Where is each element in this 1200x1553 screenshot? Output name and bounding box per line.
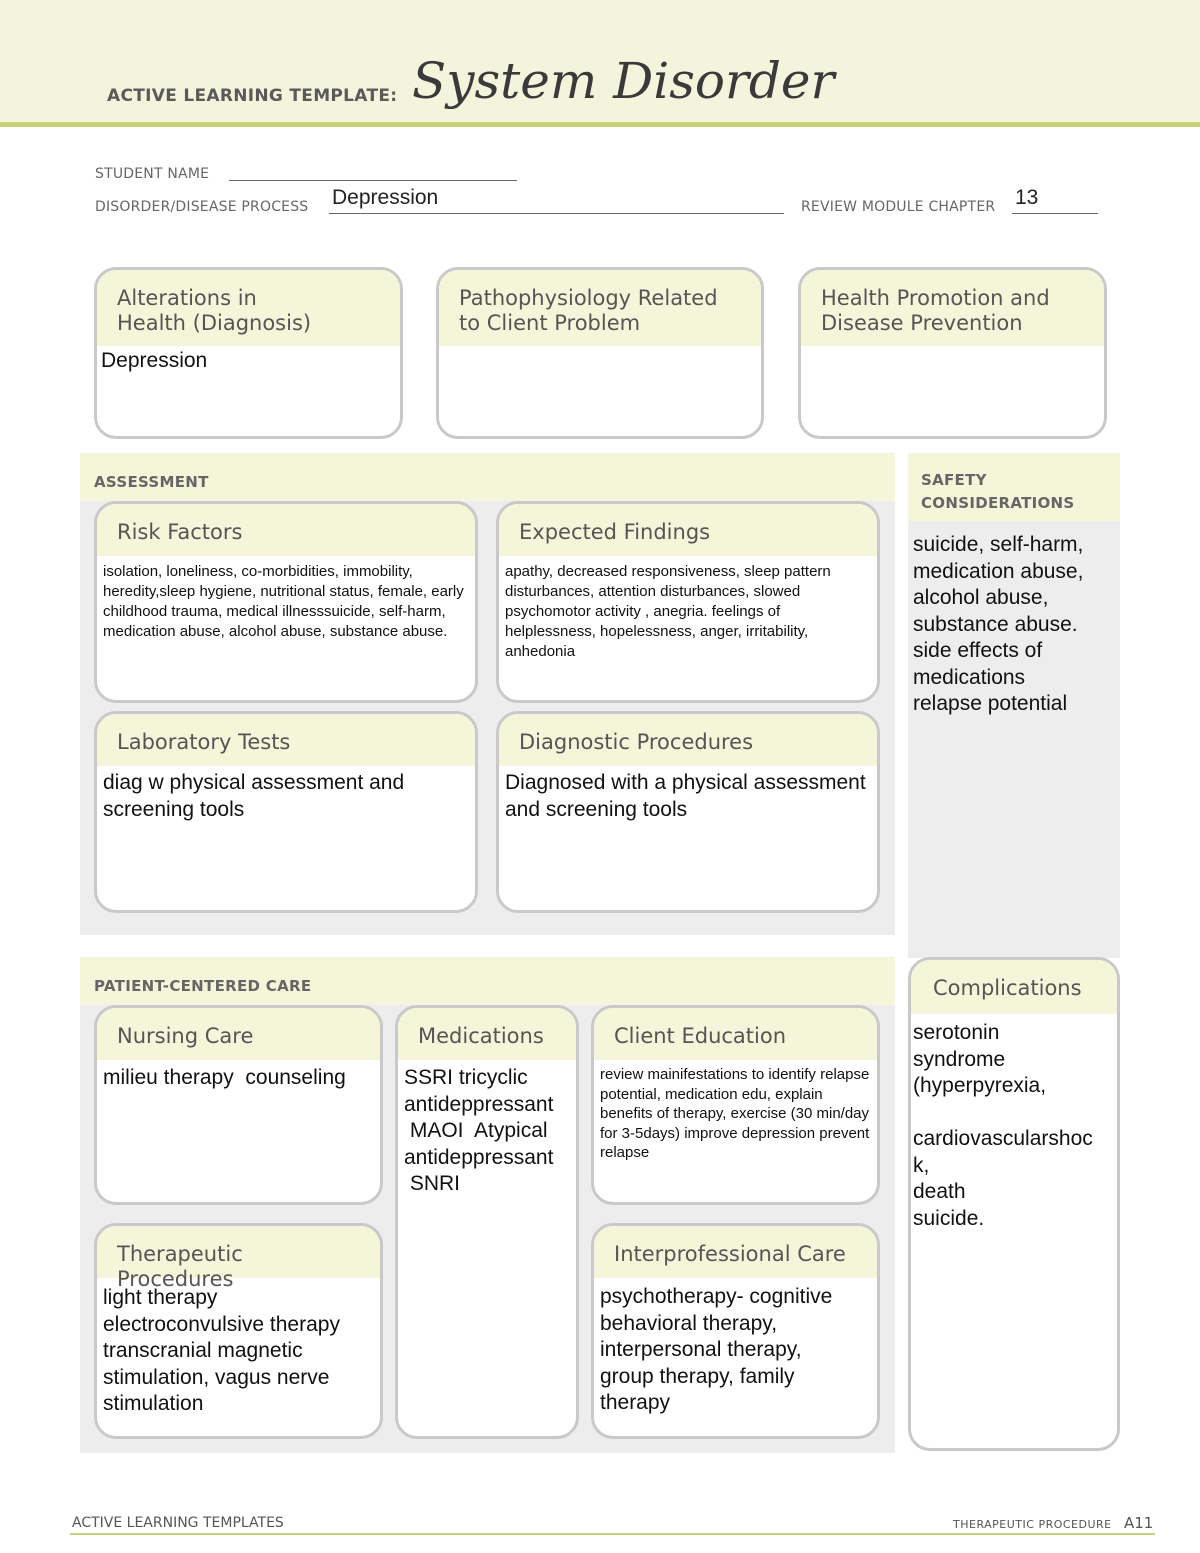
medications-box	[395, 1005, 579, 1439]
chapter-line[interactable]	[1012, 213, 1098, 214]
therapeutic-procedures-box	[94, 1223, 383, 1439]
chapter-value[interactable]: 13	[1015, 186, 1039, 209]
nursing-care-title: Nursing Care	[97, 1008, 380, 1060]
therapeutic-procedures-title: Therapeutic Procedures	[97, 1226, 380, 1278]
expected-findings-title: Expected Findings	[499, 504, 877, 556]
safety-content[interactable]: suicide, self-harm, medication abuse, alcohol abuse, substance abuse. side effects of medications relapse potential	[913, 533, 1084, 715]
disorder-label: DISORDER/DISEASE PROCESS	[95, 199, 309, 215]
safety-title: SAFETY CONSIDERATIONS	[908, 453, 1120, 521]
student-name-line[interactable]	[229, 180, 517, 181]
header-divider	[0, 122, 1200, 127]
diagnostic-procedures-content[interactable]: Diagnosed with a physical assessment and screening tools	[505, 771, 866, 821]
complications-box	[908, 957, 1120, 1451]
client-education-content[interactable]: review mainifestations to identify relapse potential, medication edu, explain benefits of therapy, exercise (30 min/day for 3-5days) improve depression prevent relapse	[600, 1066, 870, 1161]
diagnostic-procedures-box	[496, 711, 880, 913]
client-education-box	[591, 1005, 880, 1205]
alterations-box	[94, 267, 403, 439]
client-education-title: Client Education	[594, 1008, 877, 1060]
risk-factors-title: Risk Factors	[97, 504, 475, 556]
interprofessional-care-title: Interprofessional Care	[594, 1226, 877, 1278]
interprofessional-care-box	[591, 1223, 880, 1439]
disorder-value[interactable]: Depression	[332, 186, 439, 209]
medications-title: Medications	[398, 1008, 576, 1060]
complications-title: Complications	[911, 960, 1117, 1014]
medications-content[interactable]: SSRI tricyclic antideppressant MAOI Atypical antideppressant SNRI	[404, 1066, 554, 1195]
risk-factors-box	[94, 501, 478, 703]
pathophysiology-box	[436, 267, 764, 439]
pathophysiology-title: Pathophysiology Related to Client Problem	[439, 270, 761, 346]
diagnostic-procedures-title: Diagnostic Procedures	[499, 714, 877, 766]
nursing-care-content[interactable]: milieu therapy counseling	[103, 1066, 346, 1089]
therapeutic-procedures-content[interactable]: light therapy electroconvulsive therapy transcranial magnetic stimulation, vagus nerve stimulation	[103, 1286, 340, 1415]
complications-content[interactable]: serotonin syndrome (hyperpyrexia, cardiovascularshoc k, death suicide.	[913, 1021, 1093, 1230]
chapter-label: REVIEW MODULE CHAPTER	[801, 199, 996, 215]
footer-page-number: A11	[1124, 1514, 1154, 1532]
template-title: System Disorder	[412, 52, 835, 110]
alterations-content[interactable]: Depression	[101, 349, 208, 372]
footer-left: ACTIVE LEARNING TEMPLATES	[72, 1515, 284, 1531]
student-name-label: STUDENT NAME	[95, 166, 210, 182]
health-promotion-content[interactable]	[801, 346, 1104, 354]
disorder-line[interactable]	[329, 213, 784, 214]
alterations-title: Alterations in Health (Diagnosis)	[97, 270, 400, 346]
assessment-title: ASSESSMENT	[94, 473, 209, 491]
expected-findings-content[interactable]: apathy, decreased responsiveness, sleep pattern disturbances, attention disturbances, slowed psychomotor activity , anegria. feelings of helplessness, hopelessness, anger, irritability, anhedonia	[505, 563, 831, 660]
laboratory-tests-box	[94, 711, 478, 913]
patient-centered-care-title: PATIENT-CENTERED CARE	[94, 977, 312, 995]
pathophysiology-content[interactable]	[439, 346, 761, 354]
laboratory-tests-content[interactable]: diag w physical assessment and screening tools	[103, 771, 405, 821]
template-label: ACTIVE LEARNING TEMPLATE:	[107, 86, 398, 106]
laboratory-tests-title: Laboratory Tests	[97, 714, 475, 766]
expected-findings-box	[496, 501, 880, 703]
health-promotion-box	[798, 267, 1107, 439]
risk-factors-content[interactable]: isolation, loneliness, co-morbidities, immobility, heredity,sleep hygiene, nutritional status, female, early childhood trauma, medical illnesssuicide, self-harm, medication abuse, alcohol abuse, substance abuse.	[103, 563, 464, 640]
nursing-care-box	[94, 1005, 383, 1205]
interprofessional-care-content[interactable]: psychotherapy- cognitive behavioral therapy, interpersonal therapy, group therapy, family therapy	[600, 1285, 833, 1414]
footer-right: THERAPEUTIC PROCEDURE	[953, 1518, 1112, 1531]
health-promotion-title: Health Promotion and Disease Prevention	[801, 270, 1104, 346]
footer-divider	[70, 1533, 1155, 1535]
